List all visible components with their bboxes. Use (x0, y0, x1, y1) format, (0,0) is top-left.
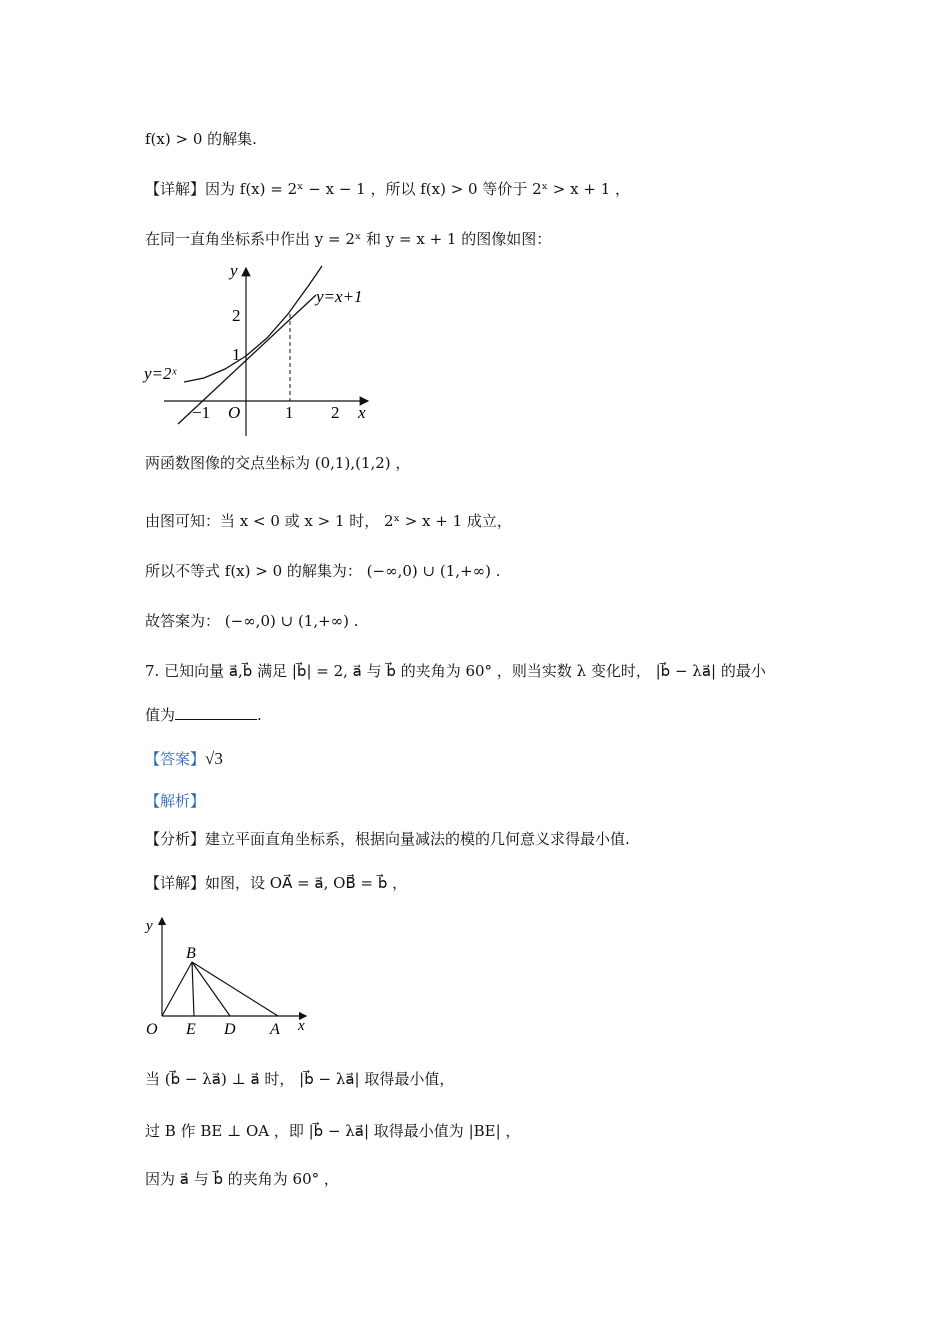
y-axis-label: y (230, 261, 238, 280)
tick-x-2: 2 (331, 403, 340, 422)
curve-label: y=2ˣ (144, 364, 177, 383)
y-axis-label: y (146, 918, 153, 934)
text-line-2: 【详解】因为 f(x) = 2ˣ − x − 1 ，所以 f(x) > 0 等价于 2ˣ > x + 1 ， (145, 180, 631, 198)
text-line-12: 因为 a⃗ 与 b⃗ 的夹角为 60° ， (145, 1170, 339, 1188)
segment-bd (192, 962, 230, 1016)
x-axis-label: x (298, 1018, 305, 1034)
tick-y-2: 2 (232, 306, 241, 325)
text-line-6: 所以不等式 f(x) > 0 的解集为： (−∞,0) ∪ (1,+∞) . (145, 562, 501, 580)
answer-blank (175, 705, 257, 720)
segment-ob (162, 962, 192, 1016)
question-7-line-2 (145, 704, 262, 726)
point-o-label: O (146, 1021, 158, 1038)
text-line-9: 【详解】如图，设 OA⃗ = a⃗, OB⃗ = b⃗ ， (145, 874, 408, 892)
answer-label: 【答案】 (145, 750, 206, 768)
question-7-prefix: 值为 (145, 706, 176, 724)
x-axis-label: x (358, 403, 366, 422)
analysis-label: 【解析】 (145, 792, 206, 810)
text-line-11: 过 B 作 BE ⊥ OA ，即 |b⃗ − λa⃗| 取得最小值为 |BE| ， (145, 1122, 521, 1140)
tick-y-1: 1 (232, 345, 241, 364)
answer-value: √3 (205, 749, 223, 768)
point-d-label: D (224, 1021, 236, 1038)
point-e-label: E (186, 1021, 196, 1038)
tick-x-minus1: −1 (192, 403, 211, 422)
text-line-10: 当 (b⃗ − λa⃗) ⊥ a⃗ 时， |b⃗ − λa⃗| 取得最小值， (145, 1070, 455, 1088)
question-7-line-1: 7. 已知向量 a⃗,b⃗ 满足 |b⃗| = 2, a⃗ 与 b⃗ 的夹角为 60° ，则当实数 λ 变化时， |b⃗ − λa⃗| 的最小 (145, 662, 766, 680)
text-line-5: 由图可知：当 x < 0 或 x > 1 时， 2ˣ > x + 1 成立， (145, 512, 512, 530)
figure-exponential-vs-line (140, 258, 380, 440)
point-a-label: A (270, 1021, 280, 1038)
text-line-7: 故答案为： (−∞,0) ∪ (1,+∞) . (145, 612, 359, 630)
tick-x-1: 1 (285, 403, 294, 422)
line-label: y=x+1 (316, 287, 363, 306)
answer-line (145, 748, 223, 770)
text-line-4: 两函数图像的交点坐标为 (0,1),(1,2) ， (145, 454, 411, 472)
segment-ba (192, 962, 278, 1016)
point-b-label: B (186, 945, 196, 962)
origin-label: O (228, 403, 241, 422)
segment-be (192, 962, 194, 1016)
question-7-end: . (257, 706, 262, 724)
text-line-1: f(x) > 0 的解集. (145, 130, 257, 148)
exponential-curve (184, 266, 322, 382)
figure-vector-triangle (140, 910, 320, 1040)
text-line-8: 【分析】建立平面直角坐标系，根据向量减法的模的几何意义求得最小值. (145, 830, 630, 848)
text-line-3: 在同一直角坐标系中作出 y = 2ˣ 和 y = x + 1 的图像如图： (145, 230, 552, 248)
